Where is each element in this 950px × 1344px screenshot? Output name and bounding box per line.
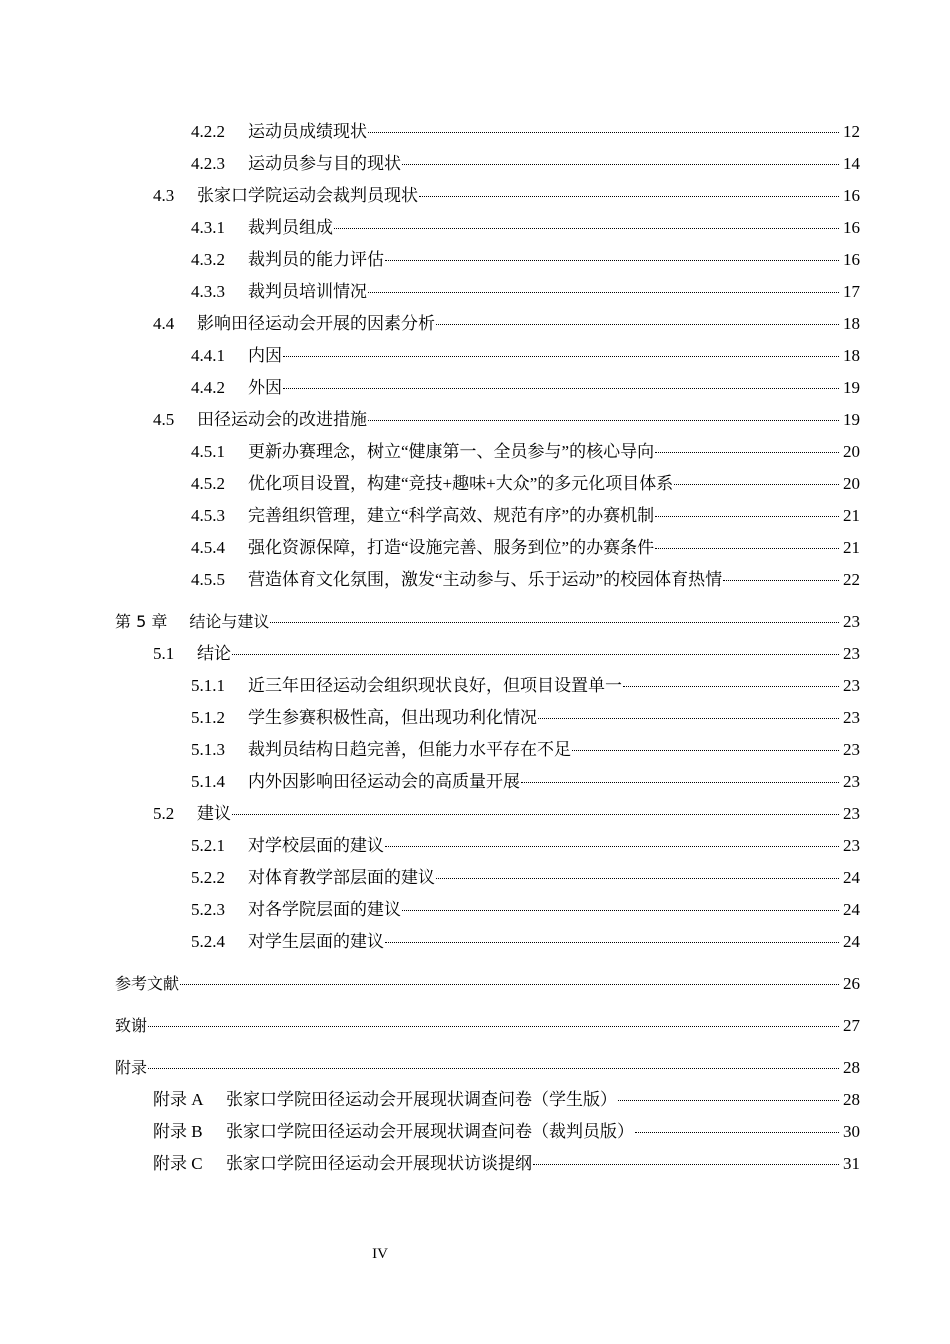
toc-entry[interactable] — [191, 702, 860, 734]
toc-entry[interactable] — [153, 180, 860, 212]
toc-entry-page: 22 — [843, 570, 860, 589]
toc-entry-page: 23 — [843, 836, 860, 855]
toc-dot-leader — [368, 291, 839, 293]
toc-entry-page: 21 — [843, 506, 860, 525]
toc-entry-number: 5.2.2 — [191, 868, 225, 887]
toc-entry[interactable] — [191, 244, 860, 276]
toc-entry[interactable] — [191, 532, 860, 564]
toc-dot-leader — [538, 717, 839, 719]
toc-entry[interactable] — [191, 734, 860, 766]
toc-dot-leader — [674, 483, 839, 485]
toc-entry-number: 4.3.1 — [191, 218, 225, 237]
toc-entry-number: 5.1.3 — [191, 740, 225, 759]
toc-entry-page: 23 — [843, 740, 860, 759]
toc-entry-page: 23 — [843, 804, 860, 823]
toc-entry-number: 5.2 — [153, 804, 175, 823]
toc-entry-number: 第 5 章 — [115, 612, 168, 631]
toc-entry[interactable] — [115, 606, 860, 638]
toc-entry[interactable] — [191, 500, 860, 532]
toc-entry-number: 5.1.4 — [191, 772, 225, 791]
toc-entry-number: 4.3.3 — [191, 282, 225, 301]
toc-entry-title: 张家口学院田径运动会开展现状访谈提纲 — [226, 1154, 532, 1173]
toc-entry-title: 内外因影响田径运动会的高质量开展 — [248, 772, 520, 791]
toc-dot-leader — [385, 845, 839, 847]
toc-entry-page: 16 — [843, 218, 860, 237]
toc-entry-number: 5.2.1 — [191, 836, 225, 855]
toc-entry-title: 裁判员结构日趋完善，但能力水平存在不足 — [248, 740, 571, 759]
toc-dot-leader — [385, 259, 839, 261]
toc-entry[interactable] — [191, 766, 860, 798]
toc-entry-page: 17 — [843, 282, 860, 301]
page-number-footer: IV — [372, 1246, 388, 1262]
toc-entry-title: 学生参赛积极性高，但出现功利化情况 — [248, 708, 537, 727]
toc-entry-title: 营造体育文化氛围，激发“主动参与、乐于运动”的校园体育热情 — [248, 570, 723, 589]
toc-entry[interactable] — [153, 1148, 860, 1180]
toc-entry-page: 26 — [843, 974, 860, 993]
toc-dot-leader — [655, 515, 839, 517]
toc-dot-leader — [655, 451, 839, 453]
toc-entry[interactable] — [191, 116, 860, 148]
toc-entry-number: 附录 A — [153, 1090, 204, 1109]
toc-entry-page: 20 — [843, 474, 860, 493]
toc-entry[interactable] — [153, 308, 860, 340]
toc-dot-leader — [232, 653, 839, 655]
toc-entry-number: 4.3.2 — [191, 250, 225, 269]
toc-dot-leader — [402, 163, 839, 165]
toc-entry-page: 23 — [843, 612, 860, 631]
toc-dot-leader — [436, 323, 839, 325]
toc-entry-number: 附录 B — [153, 1122, 203, 1141]
toc-entry-title: 结论 — [197, 644, 231, 663]
toc-dot-leader — [618, 1099, 839, 1101]
toc-dot-leader — [655, 547, 839, 549]
toc-dot-leader — [283, 355, 839, 357]
toc-entry-page: 20 — [843, 442, 860, 461]
toc-entry-number: 附录 C — [153, 1154, 203, 1173]
toc-entry-number: 4.5 — [153, 410, 175, 429]
toc-entry-page: 18 — [843, 346, 860, 365]
toc-entry[interactable] — [191, 670, 860, 702]
toc-entry-title: 运动员参与目的现状 — [248, 154, 401, 173]
toc-dot-leader — [723, 579, 839, 581]
toc-dot-leader — [148, 1067, 839, 1069]
toc-entry[interactable] — [191, 372, 860, 404]
toc-entry-page: 19 — [843, 410, 860, 429]
toc-entry-title: 张家口学院田径运动会开展现状调查问卷（学生版） — [226, 1090, 617, 1109]
toc-entry-page: 16 — [843, 250, 860, 269]
toc-entry-title: 张家口学院运动会裁判员现状 — [197, 186, 418, 205]
toc-entry-page: 12 — [843, 122, 860, 141]
toc-dot-leader — [402, 909, 839, 911]
toc-entry-number: 5.2.4 — [191, 932, 225, 951]
toc-entry-page: 24 — [843, 900, 860, 919]
toc-entry-number: 4.4.1 — [191, 346, 225, 365]
toc-entry-title: 近三年田径运动会组织现状良好，但项目设置单一 — [248, 676, 622, 695]
toc-entry[interactable] — [153, 1116, 860, 1148]
toc-dot-leader — [232, 813, 839, 815]
toc-entry-title: 裁判员组成 — [248, 218, 333, 237]
toc-entry-number: 5.1 — [153, 644, 175, 663]
toc-entry-page: 30 — [843, 1122, 860, 1141]
toc-entry-title: 裁判员培训情况 — [248, 282, 367, 301]
toc-entry-page: 18 — [843, 314, 860, 333]
toc-entry-number: 4.5.2 — [191, 474, 225, 493]
toc-entry[interactable] — [191, 862, 860, 894]
toc-entry-number: 4.3 — [153, 186, 175, 205]
toc-entry-page: 24 — [843, 868, 860, 887]
toc-entry-page: 28 — [843, 1058, 860, 1077]
toc-entry[interactable] — [191, 564, 860, 596]
toc-dot-leader — [334, 227, 839, 229]
toc-dot-leader — [521, 781, 839, 783]
toc-entry[interactable] — [191, 212, 860, 244]
toc-entry[interactable] — [191, 436, 860, 468]
toc-entry-page: 21 — [843, 538, 860, 557]
toc-dot-leader — [623, 685, 839, 687]
toc-dot-leader — [419, 195, 839, 197]
toc-entry[interactable] — [153, 404, 860, 436]
toc-entry-page: 19 — [843, 378, 860, 397]
toc-entry-number: 5.1.1 — [191, 676, 225, 695]
toc-dot-leader — [635, 1131, 839, 1133]
toc-entry-title: 对学校层面的建议 — [248, 836, 384, 855]
toc-entry-page: 31 — [843, 1154, 860, 1173]
toc-entry[interactable] — [115, 968, 860, 1000]
toc-entry-title: 附录 — [115, 1058, 148, 1077]
toc-entry[interactable] — [191, 926, 860, 958]
toc-entry-page: 23 — [843, 772, 860, 791]
toc-entry-number: 4.4 — [153, 314, 175, 333]
toc-entry-title: 内因 — [248, 346, 282, 365]
toc-dot-leader — [368, 419, 839, 421]
toc-entry-page: 23 — [843, 708, 860, 727]
toc-dot-leader — [533, 1163, 839, 1165]
toc-entry-number: 4.5.3 — [191, 506, 225, 525]
toc-entry[interactable] — [191, 894, 860, 926]
toc-entry-title: 对学生层面的建议 — [248, 932, 384, 951]
toc-entry-title: 结论与建议 — [189, 612, 270, 631]
toc-entry-title: 强化资源保障，打造“设施完善、服务到位”的办赛条件 — [248, 538, 655, 557]
toc-entry-page: 14 — [843, 154, 860, 173]
toc-entry-title: 建议 — [197, 804, 231, 823]
toc-entry[interactable] — [191, 340, 860, 372]
toc-entry-page: 27 — [843, 1016, 860, 1035]
toc-entry-page: 16 — [843, 186, 860, 205]
toc-entry[interactable] — [115, 1052, 860, 1084]
toc-entry-number: 5.2.3 — [191, 900, 225, 919]
toc-entry[interactable] — [153, 1084, 860, 1116]
toc-entry-number: 5.1.2 — [191, 708, 225, 727]
toc-dot-leader — [368, 131, 839, 133]
toc-dot-leader — [148, 1025, 839, 1027]
toc-entry[interactable] — [191, 830, 860, 862]
toc-entry-number: 4.5.5 — [191, 570, 225, 589]
toc-entry[interactable] — [191, 276, 860, 308]
toc-entry[interactable] — [115, 1010, 860, 1042]
toc-entry-title: 张家口学院田径运动会开展现状调查问卷（裁判员版） — [226, 1122, 634, 1141]
toc-dot-leader — [180, 983, 839, 985]
toc-entry-number: 4.5.1 — [191, 442, 225, 461]
toc-entry[interactable] — [153, 798, 860, 830]
toc-entry-page: 28 — [843, 1090, 860, 1109]
toc-entry-title: 致谢 — [115, 1016, 148, 1035]
toc-entry[interactable] — [153, 638, 860, 670]
toc-entry-title: 田径运动会的改进措施 — [197, 410, 367, 429]
toc-entry-title: 完善组织管理，建立“科学高效、规范有序”的办赛机制 — [248, 506, 655, 525]
toc-dot-leader — [283, 387, 839, 389]
toc-entry-title: 运动员成绩现状 — [248, 122, 367, 141]
toc-dot-leader — [385, 941, 839, 943]
toc-entry-number: 4.2.2 — [191, 122, 225, 141]
toc-entry-title: 对体育教学部层面的建议 — [248, 868, 435, 887]
table-of-contents — [0, 116, 950, 1180]
toc-entry-title: 对各学院层面的建议 — [248, 900, 401, 919]
toc-entry-number: 4.5.4 — [191, 538, 225, 557]
toc-entry-title: 外因 — [248, 378, 282, 397]
toc-entry-title: 影响田径运动会开展的因素分析 — [197, 314, 435, 333]
toc-entry-title: 更新办赛理念，树立“健康第一、全员参与”的核心导向 — [248, 442, 655, 461]
toc-entry-page: 23 — [843, 644, 860, 663]
toc-entry-number: 4.4.2 — [191, 378, 225, 397]
toc-entry-number: 4.2.3 — [191, 154, 225, 173]
toc-entry-page: 24 — [843, 932, 860, 951]
toc-dot-leader — [436, 877, 839, 879]
toc-entry-page: 23 — [843, 676, 860, 695]
toc-dot-leader — [270, 621, 839, 623]
toc-entry-title: 优化项目设置，构建“竞技+趣味+大众”的多元化项目体系 — [248, 474, 674, 493]
toc-entry-title: 参考文献 — [115, 974, 180, 993]
toc-entry[interactable] — [191, 468, 860, 500]
toc-dot-leader — [572, 749, 839, 751]
toc-entry[interactable] — [191, 148, 860, 180]
toc-entry-title: 裁判员的能力评估 — [248, 250, 384, 269]
